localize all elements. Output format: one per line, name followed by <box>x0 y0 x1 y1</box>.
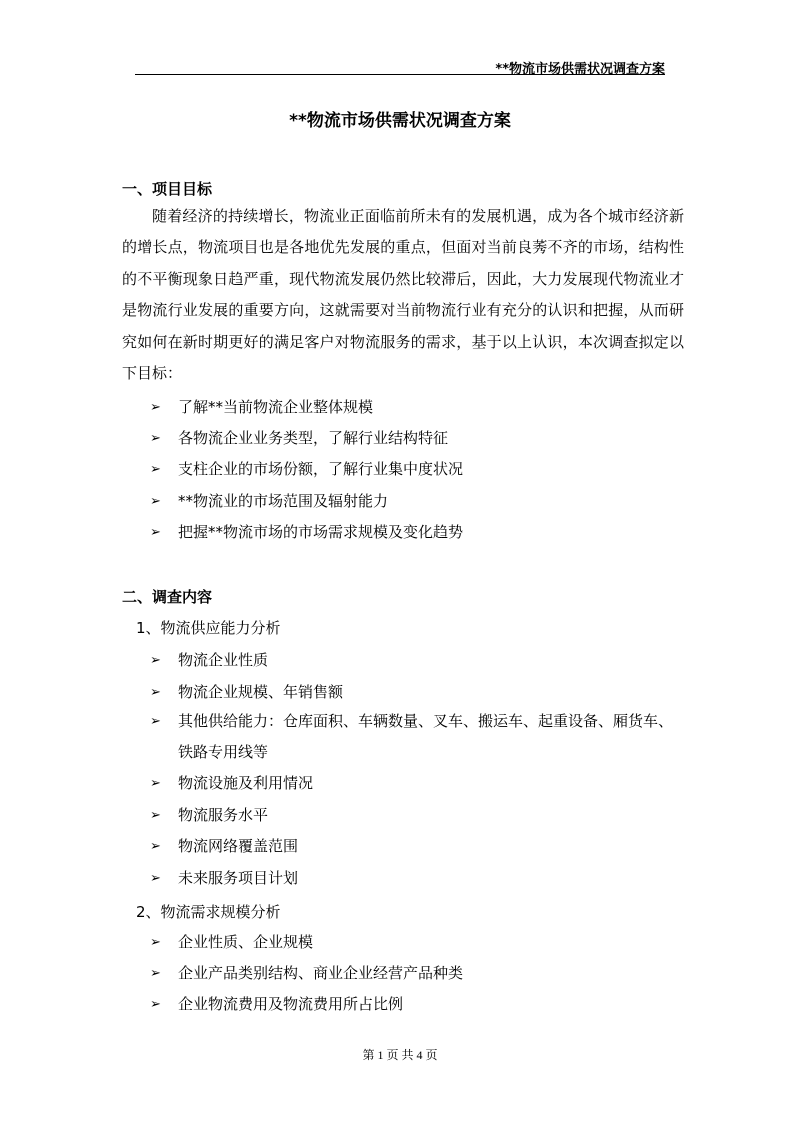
list-item-text: 物流企业性质 <box>178 651 269 669</box>
list-item <box>150 392 686 423</box>
list-item <box>150 645 686 676</box>
arrow-bullet-icon: ➢ <box>150 997 161 1012</box>
list-item-text: 支柱企业的市场份额，了解行业集中度状况 <box>178 460 464 478</box>
list-item <box>150 768 686 799</box>
arrow-bullet-icon: ➢ <box>150 714 161 729</box>
list-item <box>150 454 686 485</box>
list-item-text: 了解**当前物流企业整体规模 <box>178 398 374 416</box>
subsection-1-label: 1、物流供应能力分析 <box>136 619 281 637</box>
list-item <box>150 517 686 548</box>
list-item-text: 物流网络覆盖范围 <box>178 837 299 855</box>
list-item-text: 物流设施及利用情况 <box>178 774 314 792</box>
page-header-rule <box>135 74 665 75</box>
arrow-bullet-icon: ➢ <box>150 808 161 823</box>
list-item <box>150 800 686 831</box>
list-item <box>150 423 686 454</box>
list-item <box>150 863 686 894</box>
arrow-bullet-icon: ➢ <box>150 935 161 950</box>
arrow-bullet-icon: ➢ <box>150 871 161 886</box>
page-footer-number: 第 1 页 共 4 页 <box>362 1048 438 1062</box>
list-item <box>150 831 686 862</box>
list-item-text: 各物流企业业务类型，了解行业结构特征 <box>178 429 449 447</box>
list-item <box>150 486 686 517</box>
list-item-text: 把握**物流市场的市场需求规模及变化趋势 <box>178 523 464 541</box>
section-2-heading: 二、调查内容 <box>122 588 213 606</box>
arrow-bullet-icon: ➢ <box>150 400 161 415</box>
arrow-bullet-icon: ➢ <box>150 839 161 854</box>
document-title: **物流市场供需状况调查方案 <box>289 111 511 131</box>
section-1-heading: 一、项目目标 <box>122 180 213 198</box>
subsection-2-label: 2、物流需求规模分析 <box>136 903 281 921</box>
arrow-bullet-icon: ➢ <box>150 776 161 791</box>
list-item-text: **物流业的市场范围及辐射能力 <box>178 492 389 510</box>
list-item <box>150 989 686 1020</box>
list-item-text: 企业物流费用及物流费用所占比例 <box>178 995 404 1013</box>
arrow-bullet-icon: ➢ <box>150 431 161 446</box>
arrow-bullet-icon: ➢ <box>150 494 161 509</box>
section-1-paragraph: 随着经济的持续增长，物流业正面临前所未有的发展机遇，成为各个城市经济新的增长点，物流项目也是各地优先发展的重点，但面对当前良莠不齐的市场，结构性的不平衡现象日趋严重，现代物流发展仍然比较滞后，因此，大力发展现代物流业才是物流行业发展的重要方向，这就需要对当前物流行业有充分的认识和把握，从而研究如何在新时期更好的满足客户对物流服务的需求，基于以上认识，本次调查拟定以下目标： <box>122 207 684 383</box>
page-header-title: **物流市场供需状况调查方案 <box>495 62 665 77</box>
list-item <box>150 677 686 708</box>
list-item-text: 未来服务项目计划 <box>178 869 299 887</box>
list-item-text: 企业产品类别结构、商业企业经营产品种类 <box>178 964 464 982</box>
arrow-bullet-icon: ➢ <box>150 525 161 540</box>
list-item <box>150 706 686 769</box>
list-item-text: 物流服务水平 <box>178 806 269 824</box>
arrow-bullet-icon: ➢ <box>150 462 161 477</box>
arrow-bullet-icon: ➢ <box>150 653 161 668</box>
list-item <box>150 958 686 989</box>
list-item-text: 物流企业规模、年销售额 <box>178 683 344 701</box>
list-item <box>150 927 686 958</box>
list-item-text: 其他供给能力：仓库面积、车辆数量、叉车、搬运车、起重设备、厢货车、铁路专用线等 <box>178 712 674 762</box>
list-item-text: 企业性质、企业规模 <box>178 933 314 951</box>
arrow-bullet-icon: ➢ <box>150 966 161 981</box>
arrow-bullet-icon: ➢ <box>150 685 161 700</box>
